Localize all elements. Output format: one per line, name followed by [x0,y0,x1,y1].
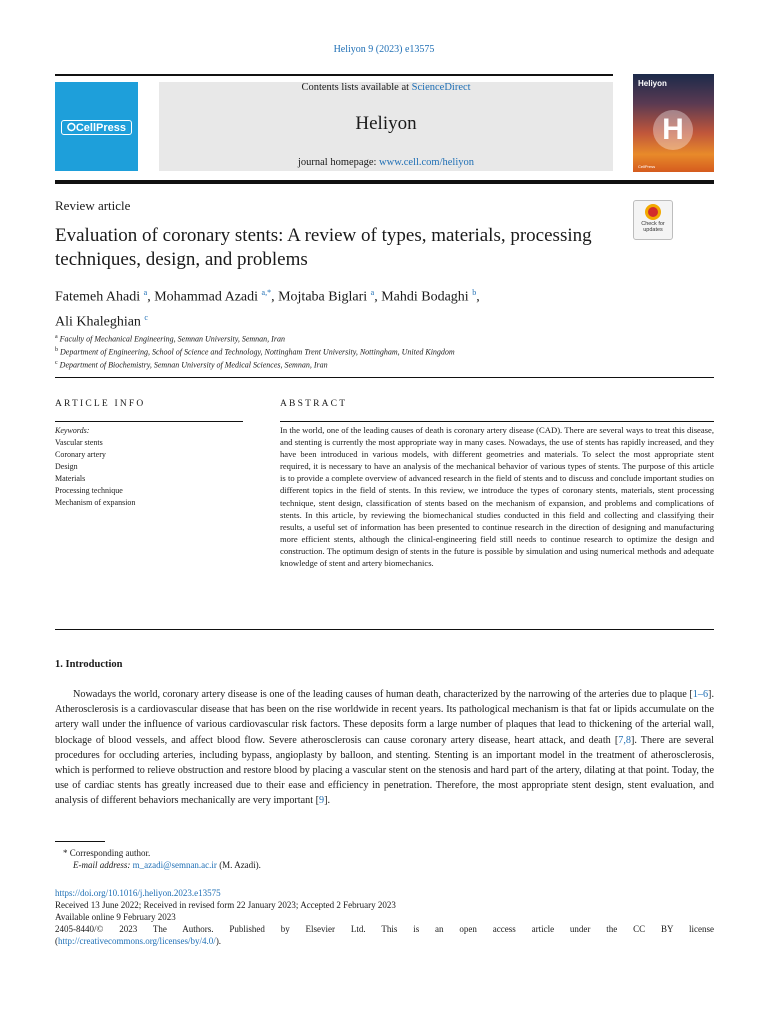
license-statement: 2405-8440/© 2023 The Authors. Published by Elsevier Ltd. This is an open access article under the CC BY license [55,924,714,934]
paragraph-text: ]. [324,795,331,807]
publisher-logo-panel[interactable] [55,82,138,171]
divider [55,629,714,630]
affiliation-text: Faculty of Mechanical Engineering, Semnan University, Semnan, Iran [59,334,285,344]
corresponding-author-note: * Corresponding author. [63,848,151,858]
abstract-text: In the world, one of the leading causes of death is coronary artery disease (CAD). There are several ways to treat this disease, and stenting is currently the most appropriate way in many cases. Nowadays, the use of stents has rapidly increased, and they have been introduced in various models, with different geometries and materials. To select the most appropriate stent required, it is necessary to have an analysis of the mechanical behavior of various types of stents. The purpose of this article is to provide a complete overview of advanced research in the field of stents and to discuss and conclude important studies on different topics in the field of stents. In this review, we introduce the types of coronary stents, materials, stent processing technique, stent design, classification of stents based on the mechanism of expansion, and problems and complications of stents. In this article, by reviewing the biomechanical studies conducted in this field and collecting and classifying their results, a useful set of information has been presented to continue research in the direction of designing and manufacturing more efficient stents, although the clinical-engineering field still needs to continue research to optimize the design and construction. The optimum design of stents in the future is possible by simulation and using numerical methods and adequate knowledge of stent and artery biomechanics. [280,425,714,569]
sciencedirect-link[interactable]: ScienceDirect [411,82,471,93]
header-rule-top [55,74,613,76]
author-affiliation-marker[interactable]: a [370,288,375,297]
affiliation-text: Department of Biochemistry, Semnan University of Medical Sciences, Semnan, Iran [59,360,328,370]
journal-cover-image[interactable] [633,74,714,172]
affiliation-text: Department of Engineering, School of Science and Technology, Nottingham Trent University, Nottingham, United Kingdom [60,347,455,357]
author-affiliation-marker[interactable]: a [143,288,148,297]
affiliation-marker: a [55,334,58,340]
citation-link[interactable]: 7,8 [618,734,631,746]
header-rule-bottom [55,180,714,184]
section-heading-introduction: 1. Introduction [55,659,123,670]
keyword-item: Design [55,462,78,471]
article-info-rule [55,421,243,422]
email-suffix: (M. Azadi). [216,860,261,870]
author-list: Fatemeh Ahadi $^a$, Mohammad Azadi $^{a,*}$, Mojtaba Biglari $^a$, Mahdi Bodaghi $^b$, Ali Khaleghian $^c$ [55,288,480,330]
author-name: Mojtaba Biglari [278,289,368,305]
affiliation-item [55,345,455,358]
contents-line [159,82,613,94]
author-name: Fatemeh Ahadi [55,289,141,305]
email-link[interactable]: m_azadi@semnan.ac.ir [132,860,217,870]
introduction-paragraph [55,687,714,809]
license-paren-close: ). [215,936,222,946]
keyword-item: Processing technique [55,486,123,495]
homepage-prefix: journal homepage: [297,157,380,168]
article-info-heading: ARTICLE INFO [55,399,146,409]
cover-brand: CellPress [638,164,656,169]
doi-link[interactable]: https://doi.org/10.1016/j.heliyon.2023.e13575 [55,888,221,898]
paragraph-text: ]. There are several procedures for occluding arteries, including bypass, angioplasty by balloon, and stenting. Stenting is an important model in the treatment of atherosclerosis, which is performed to relieve obstruction and restore blood by placing a vascular stent on the stenosis and hard part of the artery, dilating at that point. Today, the use of cardiac stents has greatly increased due to their ease and efficiency in penetration. Therefore, the most appropriate stent design, stent evaluation, and analysis of different behaviors mechanically are very important [ [55,734,714,807]
affiliation-list [55,332,455,371]
keyword-item: Materials [55,474,86,483]
affiliation-marker: b [55,347,58,354]
cellpress-logo-text: CellPress [75,122,126,134]
divider [55,377,714,378]
available-online: Available online 9 February 2023 [55,912,176,922]
publication-info [55,887,714,947]
author-name: Ali Khaleghian [55,314,141,330]
journal-banner [159,82,613,171]
abstract-heading: ABSTRACT [280,399,348,409]
abstract-rule [280,421,714,422]
cover-h-emblem-icon: H [653,110,693,150]
license-paren-open: ( [55,936,58,946]
homepage-line [159,157,613,168]
keyword-item: Coronary artery [55,450,106,459]
check-for-updates-label: Check for updates [641,221,665,233]
email-label: E-mail address: [73,860,131,870]
paragraph-text: ]. Atherosclerosis is a cardiovascular disease that has been on the rise worldwide in recent years. Its pathological mechanism is that fat or lipids accumulate on the artery wall under the influence of various cardiovascular risk factors. These deposits form a large number of plaques that lead to thickening of the arterial wall, blockage of blood vessels, and affect blood flow. Severe atherosclerosis can cause coronary artery disease, heart attack, and death [ [55,689,714,746]
article-type: Review article [55,198,131,213]
citation-link[interactable]: 1–6 [692,689,709,700]
paragraph-text: Nowadays the world, coronary artery disease is one of the leading causes of human death, characterized by the narrowing of the arteries due to plaque [ [73,689,693,700]
author-affiliation-marker[interactable]: c [144,312,148,322]
running-head[interactable]: Heliyon 9 (2023) e13575 [333,44,435,55]
affiliation-item [55,358,455,371]
author-affiliation-marker[interactable]: b [472,288,477,297]
affiliation-marker: c [55,360,58,367]
journal-homepage-link[interactable]: www.cell.com/heliyon [379,157,475,168]
keyword-item: Vascular stents [55,438,103,447]
affiliation-item [55,332,455,345]
citation-link[interactable]: 9 [319,795,325,807]
keywords-list [55,425,135,509]
contents-prefix: Contents lists available at [301,82,412,93]
bookmark-icon [645,204,661,220]
cellpress-logo [61,120,132,135]
received-dates: Received 13 June 2022; Received in revised form 22 January 2023; Accepted 2 February 2023 [55,900,396,910]
license-link[interactable]: http://creativecommons.org/licenses/by/4.0/ [58,936,216,946]
keywords-label: Keywords: [55,426,90,435]
author-affiliation-marker[interactable]: a,* [261,288,272,297]
journal-title: Heliyon [355,113,417,134]
author-name: Mahdi Bodaghi [381,289,469,305]
cellpress-mark-icon: ⭘ [67,122,76,134]
check-for-updates-badge[interactable] [633,200,673,240]
cover-title: Heliyon [638,79,667,88]
license-url-line [55,935,714,947]
author-name: Mohammad Azadi [154,289,259,305]
corresponding-author-footnote [55,847,261,871]
footnote-rule [55,841,105,842]
article-title: Evaluation of coronary stents: A review of types, materials, processing techniques, design, and problems [55,225,592,270]
email-line [55,859,261,871]
keyword-item: Mechanism of expansion [55,498,136,507]
